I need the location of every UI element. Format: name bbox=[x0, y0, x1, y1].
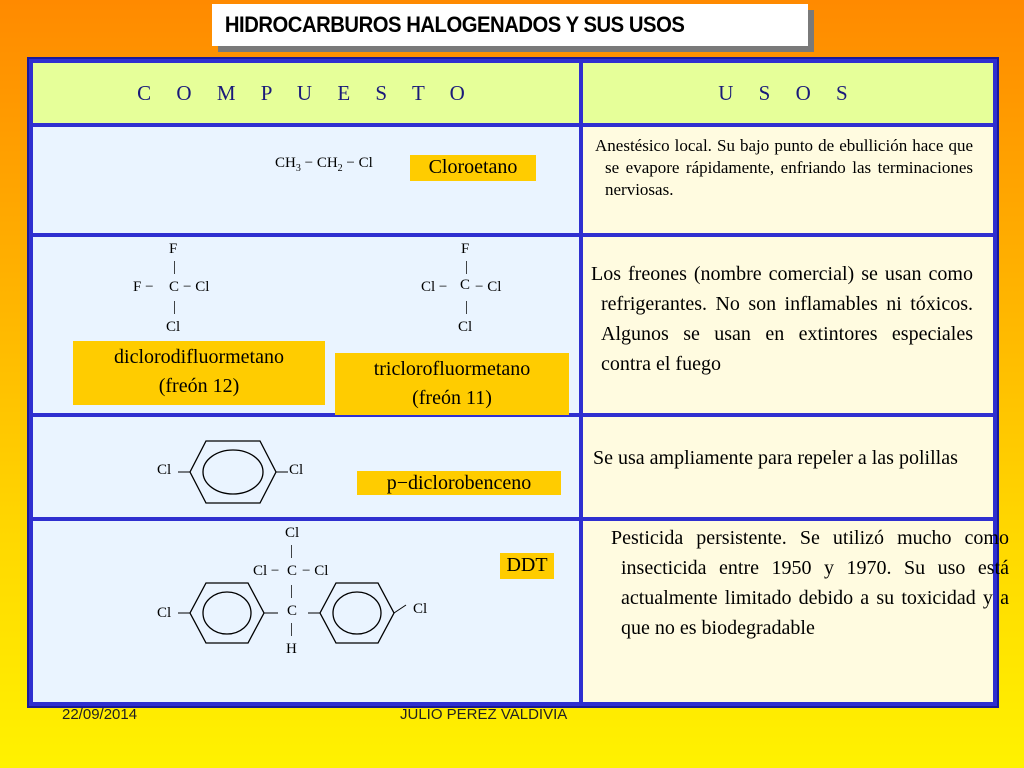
mol2-center: C bbox=[460, 277, 471, 293]
mol2-right: − Cl bbox=[475, 279, 502, 295]
mol2-left: Cl − bbox=[421, 279, 448, 295]
formula-dash1: − bbox=[304, 155, 314, 171]
footer-date: 22/09/2014 bbox=[62, 706, 138, 723]
formula-ch2: CH bbox=[316, 155, 338, 171]
title-box bbox=[212, 4, 808, 46]
row1-uses-cell bbox=[583, 127, 993, 233]
mol2-bond-bottom: | bbox=[465, 299, 469, 315]
ddt-mid-right: − Cl bbox=[302, 563, 329, 579]
pdcb-right-cl: Cl bbox=[289, 462, 304, 478]
ddt-mid-left: Cl − bbox=[253, 563, 280, 579]
row1-compound-cell bbox=[33, 127, 579, 233]
mol1-right: − Cl bbox=[183, 279, 210, 295]
mol2-bond-top: | bbox=[465, 259, 469, 275]
freon12-label bbox=[73, 341, 325, 405]
freon12-label-line1: diclorodifluormetano bbox=[114, 346, 284, 368]
mol1-center: C bbox=[169, 279, 180, 295]
formula-cl: Cl bbox=[358, 155, 373, 171]
ddt-bond-mid: | bbox=[290, 583, 294, 599]
ddt-top-cl: Cl bbox=[285, 525, 300, 541]
header-compound: C O M P U E S T O bbox=[33, 63, 579, 123]
pdcb-label: p−diclorobenceno bbox=[357, 471, 561, 495]
row1-use-text: Anestésico local. Su bajo punto de ebullición hace que se evapore rápidamente, enfriando las terminaciones nerviosas. bbox=[595, 136, 973, 199]
chloroethane-formula bbox=[275, 155, 373, 174]
formula-sub3: 3 bbox=[295, 163, 301, 174]
chloroethane-label: Cloroetano bbox=[410, 155, 536, 181]
row4-uses-cell bbox=[583, 521, 1009, 702]
ddt-mid-center: C bbox=[287, 563, 298, 579]
freon12-label-line2: (freón 12) bbox=[158, 375, 240, 397]
row2-uses-cell bbox=[583, 237, 993, 413]
mol1-left: F − bbox=[133, 279, 154, 295]
row4-compound-cell bbox=[33, 521, 579, 702]
mol1-bottom: Cl bbox=[166, 319, 181, 335]
footer-author: JULIO PEREZ VALDIVIA bbox=[400, 706, 568, 723]
mol2-top: F bbox=[461, 241, 470, 257]
compounds-table bbox=[27, 57, 1009, 708]
benzene-ring-right-icon bbox=[308, 575, 418, 655]
freon11-label bbox=[335, 353, 569, 415]
mol1-top: F bbox=[169, 241, 178, 257]
freon11-label-line2: (freón 11) bbox=[412, 387, 492, 409]
mol2-bottom: Cl bbox=[458, 319, 473, 335]
pdcb-left-cl: Cl bbox=[157, 462, 172, 478]
ddt-c2: C bbox=[287, 603, 298, 619]
formula-sub2: 2 bbox=[337, 163, 343, 174]
row4-use-text: Pesticida persistente. Se utilizó mucho como insecticida entre 1950 y 1970. Su uso está actualmente limitado debido a su toxicidad y a que no es biodegradable bbox=[611, 527, 1009, 639]
ddt-bond-top: | bbox=[290, 543, 294, 559]
row2-compound-cell bbox=[33, 237, 579, 413]
freon11-label-line1: triclorofluormetano bbox=[373, 358, 531, 380]
formula-dash2: − bbox=[346, 155, 355, 171]
ddt-label: DDT bbox=[500, 553, 554, 579]
formula-ch3: CH bbox=[275, 155, 296, 171]
row3-use-text: Se usa ampliamente para repeler a las polillas bbox=[593, 447, 958, 469]
ddt-ring-left-cl: Cl bbox=[157, 605, 172, 621]
ddt-bond-bottom: | bbox=[290, 621, 294, 637]
mol1-bond-bottom: | bbox=[173, 299, 177, 315]
benzene-ring-icon bbox=[178, 433, 298, 513]
ddt-ring-right-cl: Cl bbox=[413, 601, 428, 617]
row3-uses-cell bbox=[583, 417, 993, 517]
ddt-h: H bbox=[286, 641, 297, 657]
slide-title: HIDROCARBUROS HALOGENADOS Y SUS USOS bbox=[224, 12, 685, 37]
row2-use-text: Los freones (nombre comercial) se usan como refrigerantes. No son inflamables ni tóxicos. Algunos se usan en extintores especiales contra el fuego bbox=[591, 263, 973, 375]
mol1-bond-top: | bbox=[173, 259, 177, 275]
header-uses: U S O S bbox=[583, 63, 993, 123]
row3-compound-cell bbox=[33, 417, 579, 517]
benzene-ring-left-icon bbox=[178, 575, 288, 655]
